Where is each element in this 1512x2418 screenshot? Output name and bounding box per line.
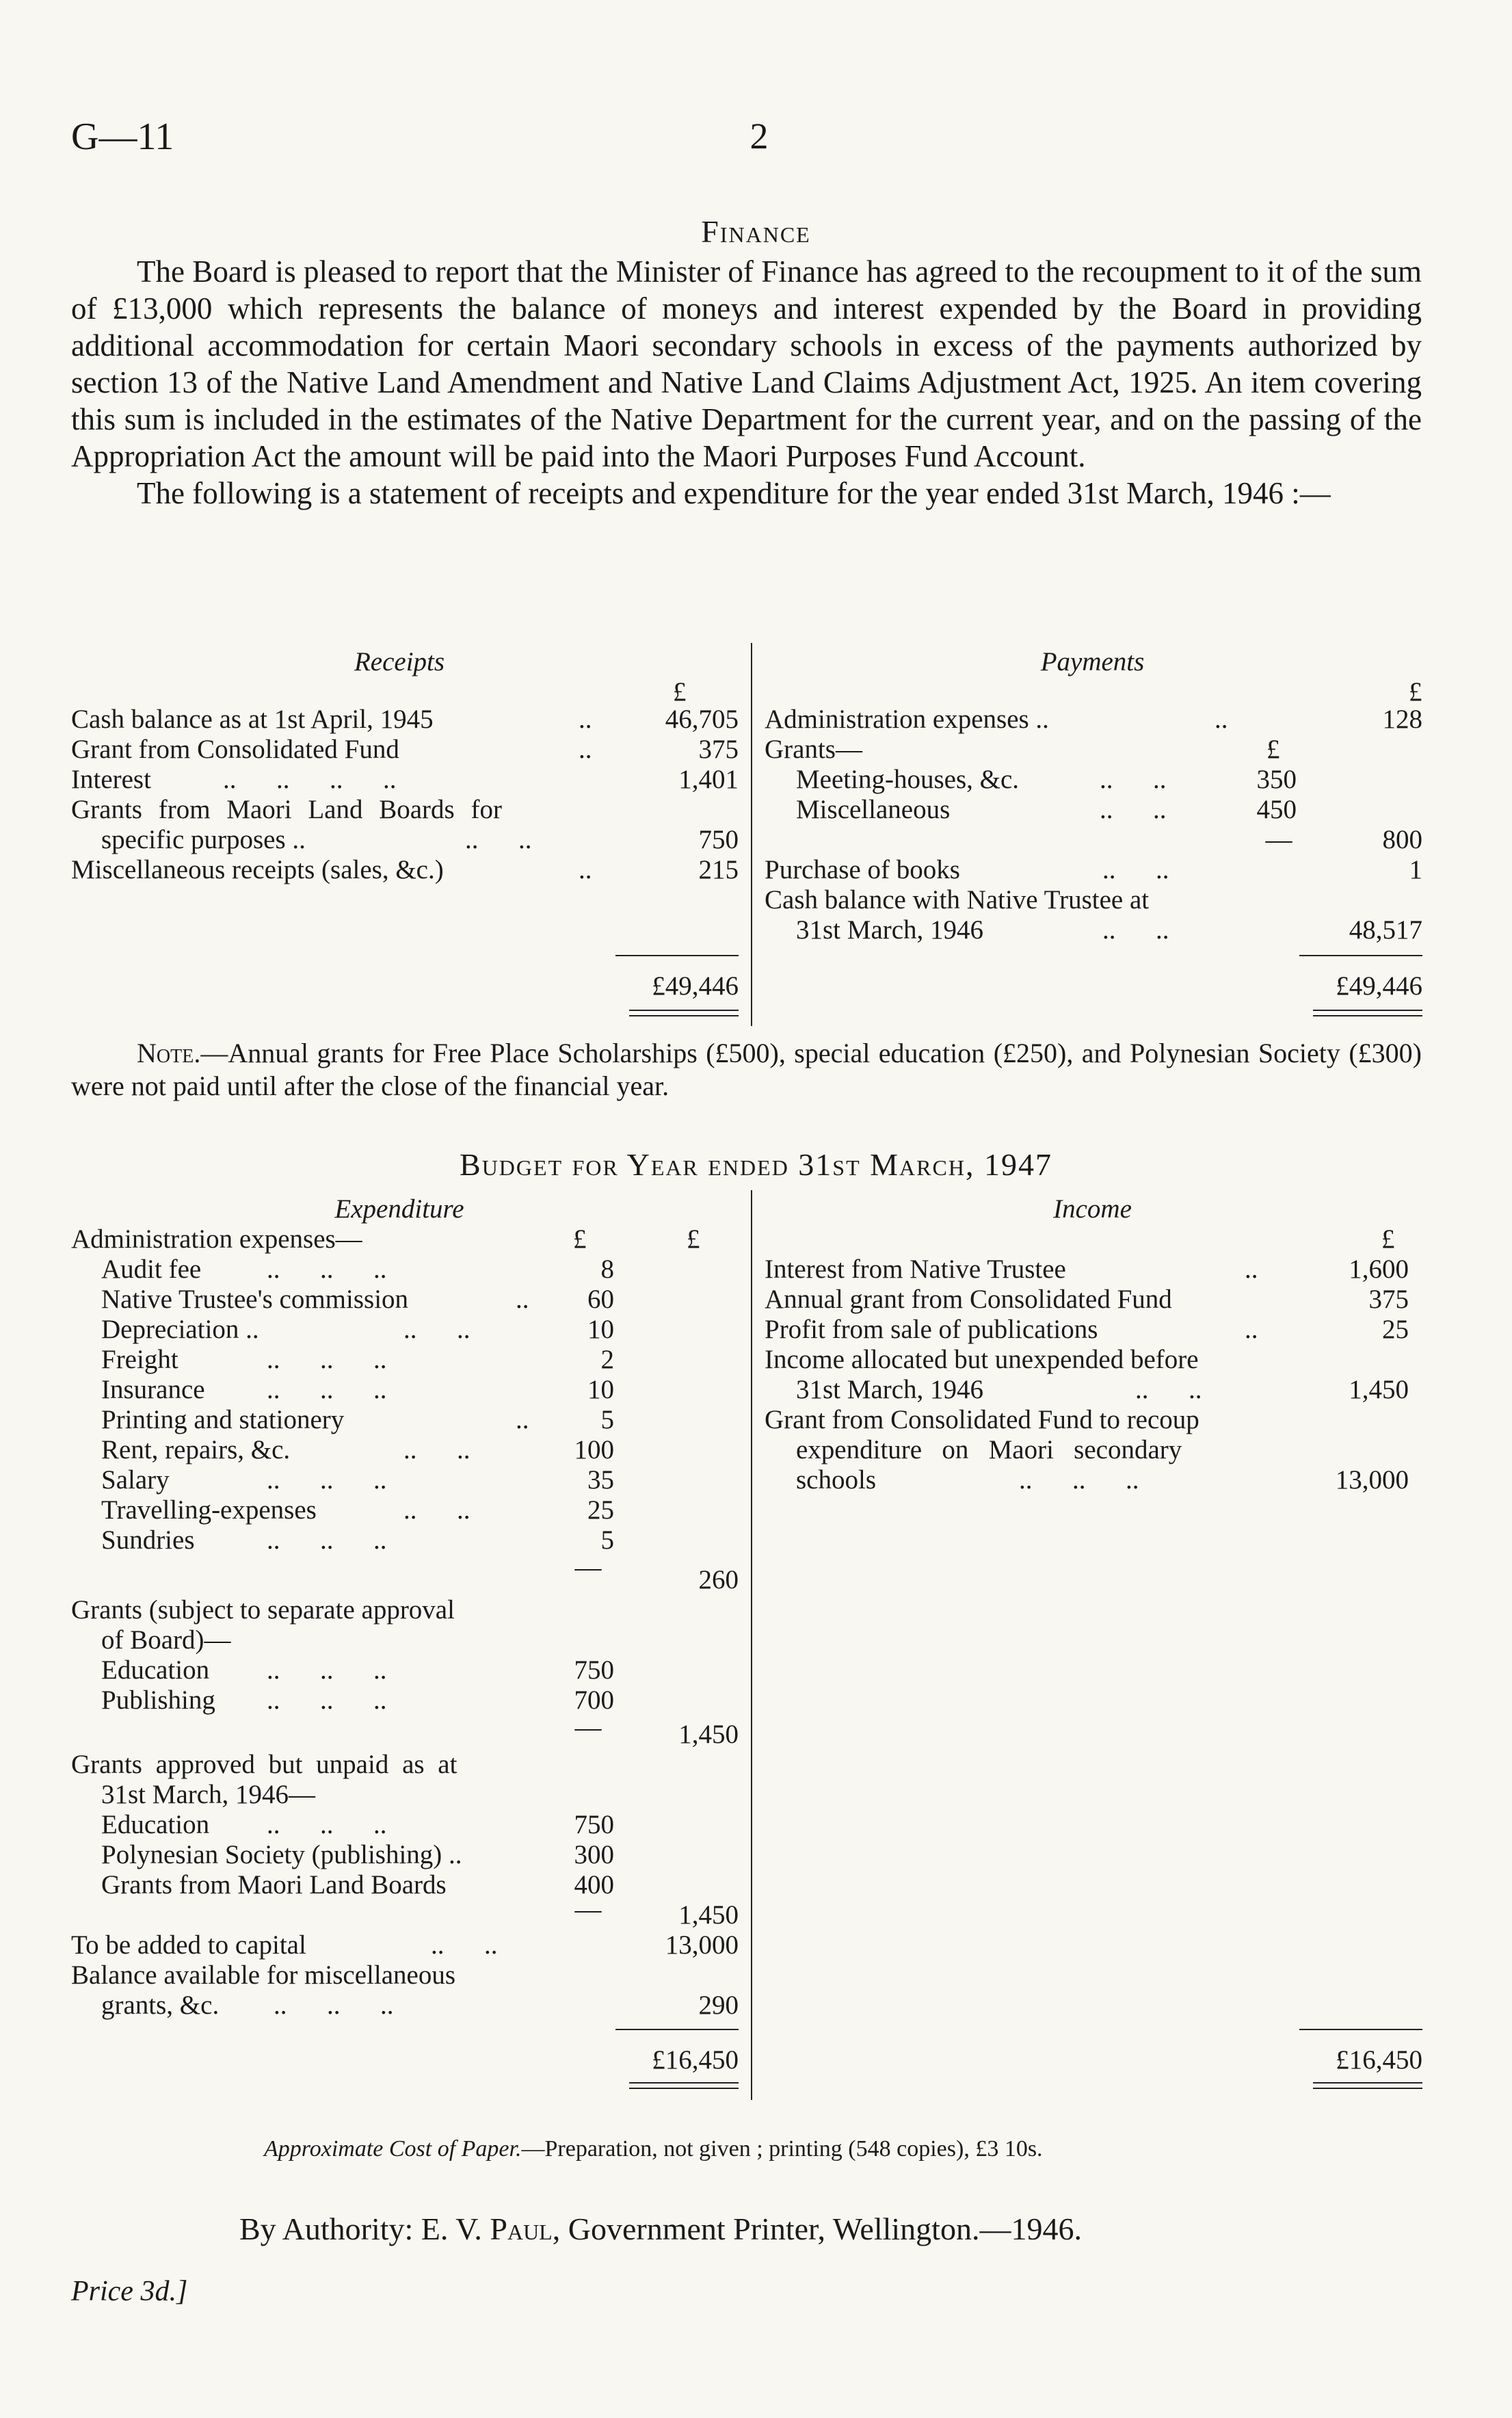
payment-label: Meeting-houses, &c.	[796, 765, 1020, 794]
admin-item: Freight	[101, 1345, 178, 1374]
payments-total: £49,446	[1336, 971, 1422, 1001]
admin-label: Administration expenses—	[71, 1224, 362, 1254]
receipt-label: Interest	[71, 765, 151, 794]
expenditure-title: Expenditure	[334, 1194, 464, 1224]
price: Price 3d.]	[71, 2276, 188, 2307]
note-text: —Annual grants for Free Place Scholarships (£500), special education (£250), and Polynesian Society (£300) were not paid until after the close of the financial year.	[71, 1038, 1422, 1101]
receipt-amount: 750	[698, 825, 739, 854]
income-alloc-amount: 1,450	[1349, 1375, 1409, 1404]
admin-dots: .. .. ..	[267, 1345, 387, 1374]
grants-approval-dots: .. .. ..	[267, 1655, 387, 1685]
grants-unpaid-amount: 400	[574, 1870, 614, 1900]
payment-dots: ..	[1215, 705, 1228, 734]
receipts-double-rule	[629, 1010, 739, 1011]
finance-paragraph	[71, 253, 1422, 512]
payment-grants-dash: —	[1265, 825, 1292, 854]
admin-item: Printing and stationery	[101, 1405, 345, 1434]
grants-approval-label: Grants (subject to separate approval	[71, 1595, 455, 1625]
admin-item: Travelling-expenses	[101, 1495, 317, 1525]
payment-amount: 128	[1382, 705, 1422, 734]
receipts-title: Receipts	[354, 647, 445, 676]
payment-label: Administration expenses ..	[765, 705, 1049, 734]
income-amount: 375	[1368, 1285, 1409, 1314]
cost-label: Approximate Cost of Paper.	[264, 2136, 522, 2161]
admin-amount: 5	[600, 1405, 614, 1434]
grants-unpaid-item: Education	[101, 1810, 210, 1839]
payment-label: Miscellaneous	[796, 795, 951, 824]
receipts-currency: £	[673, 677, 687, 707]
recoup-amount: 13,000	[1335, 1465, 1409, 1495]
payment-amount: 48,517	[1349, 915, 1422, 945]
admin-dots: ..	[516, 1285, 529, 1314]
series-number: G—11	[71, 116, 174, 158]
receipt-dots: ..	[579, 855, 592, 884]
receipt-dots: ..	[579, 705, 592, 734]
income-item: Interest from Native Trustee	[765, 1254, 1066, 1284]
payment-grants-currency: £	[1266, 735, 1280, 764]
receipt-dots: .. ..	[465, 825, 532, 854]
finance-para-1: The Board is pleased to report that the Minister of Finance has agreed to the recoupment to it of the sum of £13,000 which represents the balance of moneys and interest expended by the Board in providing additional accommodation for certain Maori secondary schools in excess of the payments authorized by section 13 of the Native Land Amendment and Native Land Claims Adjustment Act, 1925. An item covering this sum is included in the estimates of the Native Department for the current year, and on the passing of the Appropriation Act the amount will be paid into the Maori Purposes Fund Account.	[71, 254, 1422, 473]
payment-amount: 350	[1256, 765, 1297, 794]
payment-amount: 1	[1409, 855, 1422, 884]
balance-label: grants, &c.	[101, 1990, 220, 2020]
expenditure-total: £16,450	[652, 2045, 739, 2075]
recoup-label: Grant from Consolidated Fund to recoup	[765, 1405, 1199, 1434]
receipt-amount: 215	[698, 855, 739, 884]
admin-item: Sundries	[101, 1525, 195, 1555]
grants-unpaid-item: Grants from Maori Land Boards	[101, 1870, 447, 1900]
receipt-label: Grant from Consolidated Fund	[71, 735, 399, 764]
grants-approval-label: of Board)—	[101, 1625, 231, 1655]
income-dots: ..	[1245, 1315, 1258, 1344]
statement-divider	[751, 643, 752, 1026]
grants-unpaid-label: 31st March, 1946—	[101, 1780, 316, 1809]
admin-amount: 10	[587, 1375, 614, 1404]
note-label: Note.	[137, 1038, 201, 1068]
receipt-label: Cash balance as at 1st April, 1945	[71, 705, 434, 734]
recoup-label: expenditure on Maori secondary	[796, 1435, 1182, 1464]
income-dots: ..	[1245, 1254, 1258, 1284]
payment-dots: .. ..	[1102, 915, 1169, 945]
admin-amount: 8	[600, 1254, 614, 1284]
receipt-label: Grants from Maori Land Boards for	[71, 795, 502, 824]
admin-amount: 2	[600, 1345, 614, 1374]
receipt-label: Miscellaneous receipts (sales, &c.)	[71, 855, 444, 884]
cost-note	[264, 2134, 1043, 2164]
grants-approval-item: Publishing	[101, 1685, 215, 1715]
admin-amount: 100	[574, 1435, 614, 1464]
authority-prefix: By Authority: E. V.	[239, 2211, 482, 2246]
expenditure-double-rule	[629, 2088, 739, 2089]
admin-dots: ..	[516, 1405, 529, 1434]
receipt-dots: .. .. .. ..	[223, 765, 397, 794]
note-paragraph	[71, 1037, 1422, 1103]
grants-unpaid-total: 1,450	[678, 1900, 739, 1930]
grants-approval-item: Education	[101, 1655, 210, 1685]
payment-amount: 450	[1256, 795, 1297, 824]
admin-dots: .. ..	[403, 1495, 470, 1525]
receipt-amount: 46,705	[665, 705, 739, 734]
grants-approval-amount: 700	[574, 1685, 614, 1715]
income-alloc-label: 31st March, 1946	[796, 1375, 984, 1404]
payments-double-rule	[1313, 1015, 1422, 1016]
payments-rule	[1299, 955, 1422, 956]
payment-dots: .. ..	[1100, 765, 1167, 794]
income-item: Annual grant from Consolidated Fund	[765, 1285, 1172, 1314]
receipts-double-rule	[629, 1015, 739, 1016]
grants-unpaid-dots: .. .. ..	[267, 1810, 387, 1839]
printer-name: Paul	[490, 2211, 553, 2246]
authority-suffix: , Government Printer, Wellington.—1946.	[552, 2211, 1082, 2246]
finance-heading: Finance	[701, 214, 811, 249]
grants-approval-total: 1,450	[678, 1720, 739, 1749]
admin-amount: 25	[587, 1495, 614, 1525]
payment-dots: .. ..	[1102, 855, 1169, 884]
admin-item: Depreciation ..	[101, 1315, 259, 1344]
budget-divider	[751, 1190, 752, 2100]
cost-text: —Preparation, not given ; printing (548 copies), £3 10s.	[521, 2136, 1043, 2161]
income-double-rule	[1313, 2082, 1422, 2084]
income-currency: £	[1381, 1224, 1395, 1254]
payment-grants-label: Grants—	[765, 735, 862, 764]
balance-label: Balance available for miscellaneous	[71, 1960, 455, 1990]
grants-unpaid-amount: 300	[574, 1840, 614, 1869]
capital-dots: .. ..	[431, 1930, 498, 1960]
receipts-rule	[615, 955, 739, 956]
income-item: Profit from sale of publications	[765, 1315, 1098, 1344]
receipt-label: specific purposes ..	[101, 825, 306, 854]
income-double-rule	[1313, 2088, 1422, 2089]
budget-heading: Budget for Year ended 31st March, 1947	[460, 1147, 1052, 1182]
admin-item: Salary	[101, 1465, 170, 1495]
income-alloc-label: Income allocated but unexpended before	[765, 1345, 1199, 1374]
payments-currency: £	[1409, 677, 1422, 707]
payments-double-rule	[1313, 1010, 1422, 1011]
recoup-label: schools	[796, 1465, 876, 1495]
admin-total: 260	[698, 1565, 739, 1594]
admin-amount: 10	[587, 1315, 614, 1344]
admin-dots: .. ..	[403, 1435, 470, 1464]
receipt-dots: ..	[579, 735, 592, 764]
expenditure-currency: £	[687, 1224, 700, 1254]
grants-unpaid-amount: 750	[574, 1810, 614, 1839]
income-title: Income	[1053, 1194, 1132, 1224]
expenditure-rule	[615, 2029, 739, 2030]
income-total: £16,450	[1336, 2045, 1422, 2075]
recoup-dots: .. .. ..	[1019, 1465, 1139, 1495]
grants-unpaid-dash: —	[574, 1895, 602, 1924]
admin-amount: 60	[587, 1285, 614, 1314]
payment-amount: 800	[1382, 825, 1422, 854]
receipts-total: £49,446	[652, 971, 739, 1001]
capital-label: To be added to capital	[71, 1930, 306, 1960]
admin-currency: £	[573, 1224, 587, 1254]
income-amount: 25	[1382, 1315, 1409, 1344]
balance-dots: .. .. ..	[274, 1990, 394, 2020]
payment-label: Purchase of books	[765, 855, 960, 884]
admin-amount: 35	[587, 1465, 614, 1495]
grants-unpaid-item: Polynesian Society (publishing) ..	[101, 1840, 462, 1869]
admin-dots: .. .. ..	[267, 1465, 387, 1495]
income-alloc-dots: .. ..	[1135, 1375, 1202, 1404]
payment-dots: .. ..	[1100, 795, 1167, 824]
authority-line	[239, 2211, 1082, 2248]
admin-dots: .. ..	[403, 1315, 470, 1344]
grants-approval-amount: 750	[574, 1655, 614, 1685]
grants-approval-dash: —	[574, 1713, 602, 1742]
payment-label: Cash balance with Native Trustee at	[765, 885, 1150, 915]
admin-dots: .. .. ..	[267, 1375, 387, 1404]
receipt-amount: 375	[698, 735, 739, 764]
payment-label: 31st March, 1946	[796, 915, 984, 945]
admin-item: Insurance	[101, 1375, 205, 1404]
grants-approval-dots: .. .. ..	[267, 1685, 387, 1715]
receipt-amount: 1,401	[678, 765, 739, 794]
admin-amount: 5	[600, 1525, 614, 1555]
grants-unpaid-label: Grants approved but unpaid as at	[71, 1750, 457, 1779]
balance-amount: 290	[698, 1990, 739, 2020]
admin-item: Native Trustee's commission	[101, 1285, 409, 1314]
admin-item: Audit fee	[101, 1254, 202, 1284]
page-number: 2	[750, 116, 769, 157]
capital-amount: 13,000	[665, 1930, 739, 1960]
admin-dots: .. .. ..	[267, 1525, 387, 1555]
admin-dash: —	[574, 1553, 602, 1582]
admin-item: Rent, repairs, &c.	[101, 1435, 291, 1464]
admin-dots: .. .. ..	[267, 1254, 387, 1284]
expenditure-double-rule	[629, 2082, 739, 2084]
finance-para-2: The following is a statement of receipts and expenditure for the year ended 31st March, 1946 :—	[137, 476, 1331, 510]
income-rule	[1299, 2029, 1422, 2030]
income-amount: 1,600	[1349, 1254, 1409, 1284]
payments-title: Payments	[1040, 647, 1145, 676]
